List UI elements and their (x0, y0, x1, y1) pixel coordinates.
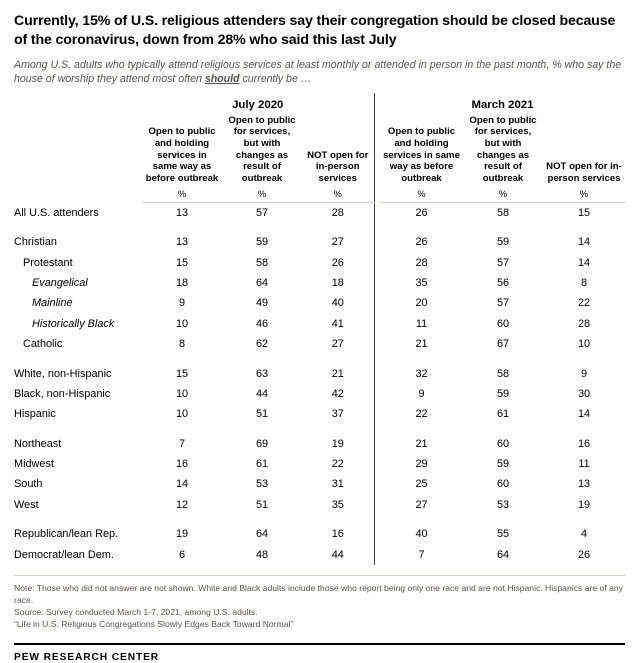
col-header-july-not-open: NOT open for in-person services (307, 149, 369, 185)
percent-symbol-july-1: % (142, 186, 222, 203)
cell-march-3: 26 (577, 548, 591, 561)
table-row (14, 404, 625, 424)
table-row (14, 314, 625, 334)
spacer-cell (380, 223, 463, 232)
row-label: Protestant (23, 256, 73, 269)
cell-march-1: 25 (415, 478, 428, 491)
spacer-cell (142, 354, 222, 363)
row-label: White, non-Hispanic (14, 367, 112, 380)
cell-july-1: 14 (175, 478, 189, 491)
cell-march-2: 61 (496, 408, 510, 421)
column-header-row (14, 113, 625, 186)
spacer-cell (543, 223, 625, 232)
spacer-cell (380, 354, 463, 363)
cell-march-2: 55 (496, 528, 510, 541)
cell-march-3: 15 (577, 206, 591, 219)
cell-march-2: 60 (496, 317, 510, 330)
cell-march-3: 11 (578, 458, 590, 471)
cell-july-2: 57 (255, 206, 269, 219)
cell-july-3: 41 (331, 317, 344, 330)
column-header-spacer (14, 113, 142, 186)
table-row (14, 474, 625, 494)
cell-march-2: 59 (496, 458, 510, 471)
row-label: Republican/lean Rep. (14, 528, 119, 541)
cell-july-1: 15 (175, 256, 189, 269)
survey-table (14, 93, 625, 565)
cell-july-3: 27 (331, 236, 344, 249)
cell-july-2: 64 (255, 528, 269, 541)
cell-july-2: 69 (255, 437, 269, 450)
cell-march-2: 60 (496, 437, 510, 450)
cell-july-3: 18 (331, 277, 344, 290)
table-row (14, 454, 625, 474)
table-row (14, 202, 625, 223)
cell-july-1: 10 (175, 317, 189, 330)
row-label: Northeast (14, 437, 62, 450)
cell-march-2: 58 (496, 206, 510, 219)
group-header-july: July 2020 (232, 98, 284, 111)
row-label: Democrat/lean Dem. (14, 548, 114, 561)
cell-july-3: 22 (331, 458, 344, 471)
group-header-spacer (14, 93, 142, 113)
cell-july-2: 44 (255, 387, 269, 400)
group-header-row (14, 93, 625, 113)
cell-march-3: 10 (577, 338, 591, 351)
cell-march-1: 20 (415, 297, 428, 310)
note-line: Note: Those who did not answer are not shown. White and Black adults include those who report being only one race and are not Hispanic. Hispanics are of any race. (14, 582, 623, 605)
spacer-cell (543, 354, 625, 363)
cell-july-3: 35 (331, 498, 344, 511)
cell-march-1: 26 (415, 236, 428, 249)
percent-symbol-july-3: % (302, 186, 374, 203)
cell-march-1: 21 (415, 437, 428, 450)
cell-march-3: 9 (580, 367, 588, 380)
cell-march-3: 8 (580, 277, 588, 290)
cell-july-1: 15 (175, 367, 189, 380)
cell-july-1: 8 (178, 338, 186, 351)
row-label: Hispanic (14, 408, 56, 421)
cell-july-2: 46 (255, 317, 269, 330)
cell-july-1: 13 (175, 236, 189, 249)
cell-march-3: 30 (577, 387, 591, 400)
cell-march-1: 35 (415, 277, 428, 290)
cell-march-2: 57 (496, 256, 510, 269)
spacer-cell (302, 424, 374, 433)
cell-july-3: 28 (331, 206, 344, 219)
source-line: Source: Survey conducted March 1-7, 2021, among U.S. adults. (14, 607, 258, 618)
percent-symbol-march-1: % (380, 186, 463, 203)
cell-july-3: 37 (331, 408, 344, 421)
cell-july-1: 12 (175, 498, 189, 511)
row-spacer (14, 515, 625, 524)
row-spacer (14, 223, 625, 232)
subtitle-part2: currently be … (239, 73, 312, 86)
row-label: Catholic (23, 338, 63, 351)
cell-july-3: 16 (331, 528, 344, 541)
percent-symbol-row (14, 186, 625, 203)
cell-july-3: 21 (331, 367, 344, 380)
infographic-page (0, 12, 639, 663)
cell-march-1: 21 (415, 338, 428, 351)
cell-july-2: 48 (255, 548, 269, 561)
cell-july-2: 58 (255, 256, 269, 269)
spacer-cell (222, 515, 302, 524)
cell-march-3: 4 (580, 528, 588, 541)
percent-symbol-march-2: % (463, 186, 543, 203)
page-subtitle (14, 58, 625, 86)
cell-july-1: 13 (175, 206, 189, 219)
cell-march-1: 7 (418, 548, 425, 561)
spacer-cell (222, 223, 302, 232)
cell-july-1: 9 (178, 297, 186, 310)
cell-july-1: 10 (175, 387, 189, 400)
cell-july-2: 53 (255, 478, 269, 491)
cell-march-2: 56 (496, 277, 510, 290)
cell-july-2: 62 (255, 338, 269, 351)
percent-row-spacer (14, 186, 142, 203)
col-header-march-open-same: Open to public and holding services in same way as before outbreak (383, 126, 460, 185)
cell-march-2: 60 (496, 478, 510, 491)
spacer-cell (463, 515, 543, 524)
cell-march-3: 14 (577, 236, 591, 249)
cell-july-2: 64 (255, 277, 269, 290)
col-header-july-open-changes: Open to public for services, but with changes as result of outbreak (228, 114, 296, 185)
table-row (14, 293, 625, 313)
table-row (14, 273, 625, 293)
spacer-cell (222, 424, 302, 433)
table-row (14, 363, 625, 383)
spacer-cell (463, 223, 543, 232)
cell-july-2: 61 (255, 458, 269, 471)
cell-march-2: 57 (496, 297, 510, 310)
col-header-march-open-changes: Open to public for services, but with changes as result of outbreak (469, 114, 537, 185)
cell-july-3: 40 (331, 297, 344, 310)
cell-march-2: 67 (496, 338, 510, 351)
footer-brand: PEW RESEARCH CENTER (14, 643, 625, 663)
percent-symbol-march-3: % (543, 186, 625, 203)
row-label: All U.S. attenders (14, 206, 99, 219)
row-label: Evangelical (32, 277, 88, 290)
table-row (14, 252, 625, 272)
cell-july-1: 19 (175, 528, 189, 541)
cell-march-1: 26 (415, 206, 428, 219)
table-row (14, 334, 625, 354)
spacer-cell (380, 515, 463, 524)
cell-march-2: 58 (496, 367, 510, 380)
cell-march-1: 9 (418, 387, 425, 400)
table-row (14, 524, 625, 544)
percent-symbol-july-2: % (222, 186, 302, 203)
cell-july-3: 27 (331, 338, 344, 351)
page-title: Currently, 15% of U.S. religious attenders say their congregation should be closed because of the coronavirus, down from 28% who said this last July (14, 13, 616, 49)
cell-july-2: 63 (255, 367, 269, 380)
cell-july-3: 42 (331, 387, 344, 400)
cell-july-1: 18 (175, 277, 189, 290)
spacer-cell (543, 515, 625, 524)
spacer-cell (302, 515, 374, 524)
cell-july-3: 19 (331, 437, 344, 450)
cell-july-2: 51 (255, 498, 269, 511)
cell-march-3: 19 (577, 498, 591, 511)
cell-march-3: 28 (577, 317, 591, 330)
cell-july-1: 10 (175, 408, 189, 421)
cell-july-3: 44 (331, 548, 344, 561)
spacer-cell (463, 354, 543, 363)
cell-march-1: 27 (415, 498, 428, 511)
row-label: South (14, 478, 43, 491)
group-header-march: March 2021 (471, 98, 534, 111)
cell-march-1: 29 (415, 458, 428, 471)
notes-block (14, 575, 625, 631)
cell-march-1: 22 (415, 408, 428, 421)
table-row (14, 384, 625, 404)
spacer-cell (142, 424, 222, 433)
cell-july-1: 7 (178, 437, 186, 450)
spacer-cell (142, 515, 222, 524)
table-row (14, 433, 625, 453)
table-body (14, 202, 625, 565)
cell-july-3: 26 (331, 256, 344, 269)
cell-march-2: 64 (496, 548, 510, 561)
table-row (14, 544, 625, 564)
cell-july-1: 6 (178, 548, 186, 561)
spacer-cell (142, 223, 222, 232)
cell-july-1: 16 (175, 458, 189, 471)
spacer-cell (380, 424, 463, 433)
cell-march-2: 53 (496, 498, 510, 511)
cell-march-3: 16 (577, 437, 591, 450)
row-label: Historically Black (32, 317, 115, 330)
cell-july-2: 51 (255, 408, 269, 421)
spacer-cell (14, 223, 142, 232)
spacer-cell (302, 223, 374, 232)
spacer-cell (14, 424, 142, 433)
cell-march-1: 11 (415, 317, 428, 330)
cell-march-1: 32 (415, 367, 428, 380)
cell-july-3: 31 (331, 478, 344, 491)
subtitle-emphasis: should (204, 73, 240, 86)
cell-july-2: 59 (255, 236, 269, 249)
cell-march-1: 28 (415, 256, 428, 269)
cell-march-3: 14 (577, 408, 591, 421)
col-header-july-open-same: Open to public and holding services in same way as before outbreak (145, 126, 219, 185)
row-label: Midwest (14, 458, 54, 471)
spacer-cell (543, 424, 625, 433)
row-spacer (14, 424, 625, 433)
cell-july-2: 49 (255, 297, 269, 310)
cell-march-2: 59 (496, 236, 510, 249)
row-label: Mainline (32, 297, 73, 310)
cell-march-3: 22 (577, 297, 591, 310)
row-label: Black, non-Hispanic (14, 387, 111, 400)
cell-march-2: 59 (496, 387, 510, 400)
spacer-cell (14, 354, 142, 363)
cell-march-3: 14 (577, 256, 591, 269)
col-header-march-not-open: NOT open for in-person services (546, 161, 622, 185)
row-label: Christian (14, 236, 57, 249)
spacer-cell (302, 354, 374, 363)
spacer-cell (463, 424, 543, 433)
table-row (14, 232, 625, 252)
subtitle-part1: Among U.S. adults who typically attend religious services at least monthly or attended in person in the past month, % who say the house of worship they attend most often (14, 59, 622, 86)
report-title-line: “Life in U.S. Religious Congregations Slowly Edges Back Toward Normal” (14, 619, 294, 630)
spacer-cell (222, 354, 302, 363)
cell-march-1: 40 (415, 528, 428, 541)
spacer-cell (14, 515, 142, 524)
row-label: West (14, 498, 39, 511)
table-row (14, 495, 625, 515)
cell-march-3: 13 (577, 478, 591, 491)
row-spacer (14, 354, 625, 363)
